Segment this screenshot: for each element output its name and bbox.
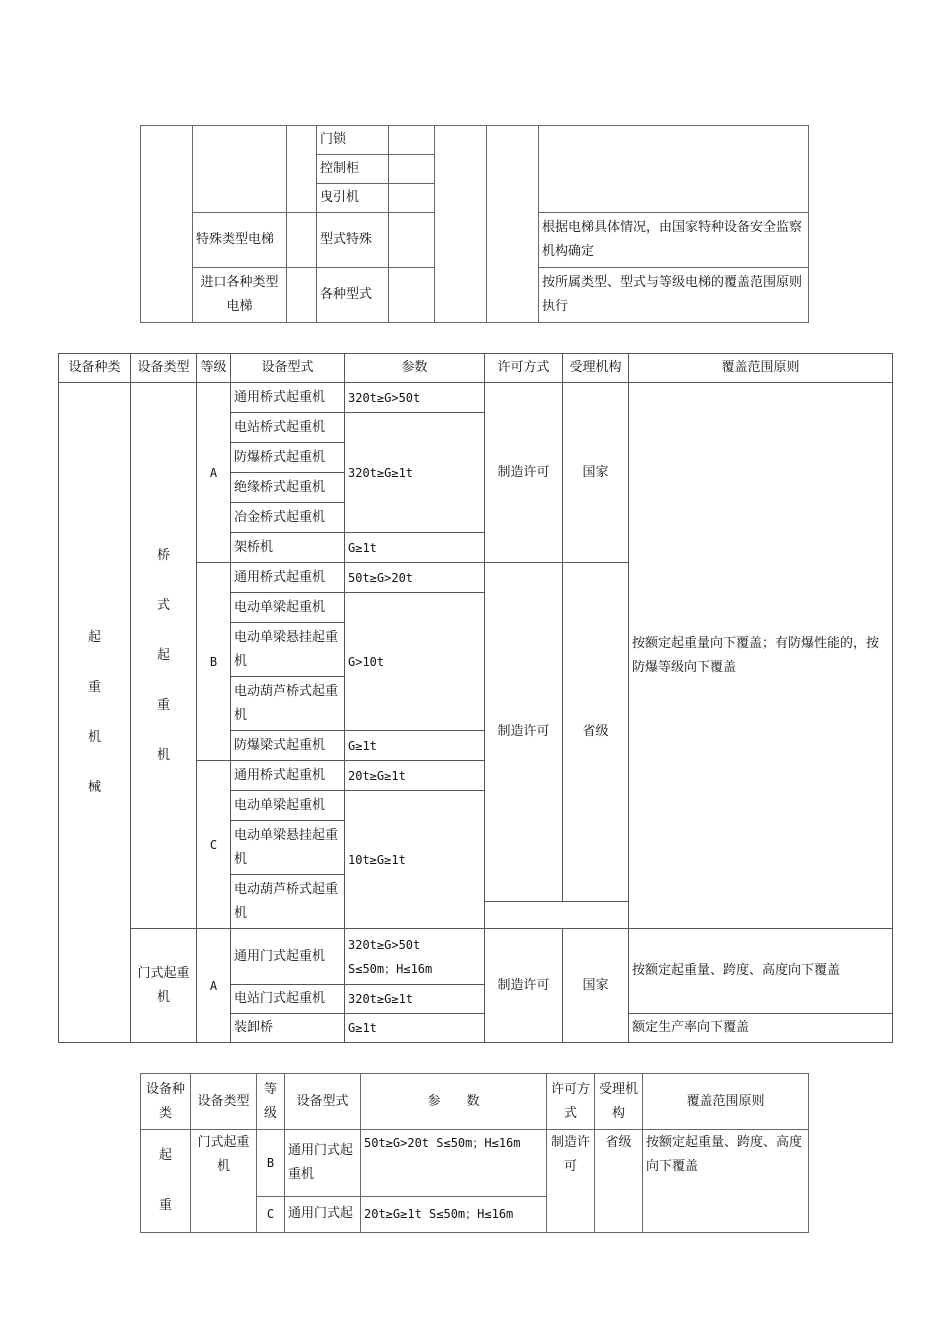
license-cell: 制造许可 — [485, 929, 563, 1043]
grade-a-cell: A — [197, 383, 231, 563]
scope-cell: 按所属类型、型式与等级电梯的覆盖范围原则执行 — [539, 268, 809, 323]
param-cell: 320t≥G>50t — [345, 383, 485, 413]
type-char: 重 — [156, 697, 170, 713]
grade-c-cell: C — [197, 761, 231, 929]
param-line: 320t≥G>50t — [348, 937, 421, 952]
model-cell: 通用桥式起重机 — [231, 383, 345, 413]
param-cell: 320t≥G≥1t — [345, 985, 485, 1014]
model-cell: 电站门式起重机 — [231, 985, 345, 1014]
param-cell: 10t≥G≥1t — [345, 791, 485, 929]
type-cell: 进口各种类型电梯 — [193, 268, 287, 323]
header-scope: 覆盖范围原则 — [643, 1074, 809, 1130]
header-category: 设备种类 — [59, 354, 131, 383]
model-cell: 通用桥式起重机 — [231, 761, 345, 791]
model-cell: 通用桥式起重机 — [231, 563, 345, 593]
category-char: 械 — [87, 779, 101, 795]
model-cell: 电动单梁起重机 — [231, 593, 345, 623]
model-cell: 架桥机 — [231, 533, 345, 563]
agency-cell: 国家 — [563, 929, 629, 1043]
model-cell: 门锁 — [317, 126, 389, 155]
header-scope: 覆盖范围原则 — [629, 354, 893, 383]
category-cell — [59, 383, 131, 1043]
header-agency: 受理机构 — [563, 354, 629, 383]
param-cell — [345, 929, 485, 985]
category-char: 重 — [158, 1198, 172, 1213]
model-cell: 防爆桥式起重机 — [231, 443, 345, 473]
model-cell: 型式特殊 — [317, 213, 389, 268]
category-char: 起 — [87, 629, 101, 645]
param-cell-empty — [389, 184, 435, 213]
type-cell: 特殊类型电梯 — [193, 213, 287, 268]
scope-cell: 按额定起重量、跨度、高度向下覆盖 — [643, 1130, 809, 1233]
grade-b-cell: B — [197, 563, 231, 761]
param-cell-empty — [389, 155, 435, 184]
agency-cell: 省级 — [563, 563, 629, 902]
model-cell: 控制柜 — [317, 155, 389, 184]
header-license: 许可方式 — [485, 354, 563, 383]
scope-cell: 按额定起重量、跨度、高度向下覆盖 — [629, 929, 893, 1014]
param-cell: 50t≥G>20t — [345, 563, 485, 593]
param-line: S≤50m；H≤16m — [348, 961, 433, 976]
param-cell: G>10t — [345, 593, 485, 731]
agency-cell-empty — [487, 126, 539, 323]
header-grade: 等级 — [197, 354, 231, 383]
elevator-table — [140, 125, 809, 323]
category-char: 重 — [87, 679, 101, 695]
param-cell: 20t≥G≥1t S≤50m；H≤16m — [361, 1196, 547, 1232]
model-cell: 电动单梁起重机 — [231, 791, 345, 821]
grade-cell-empty — [287, 126, 317, 213]
grade-b-cell: B — [257, 1130, 285, 1197]
model-cell: 通用门式起 — [285, 1196, 361, 1232]
header-type: 设备类型 — [191, 1074, 257, 1130]
param-cell: 20t≥G≥1t — [345, 761, 485, 791]
model-cell: 电动葫芦桥式起重机 — [231, 875, 345, 929]
category-char: 机 — [87, 729, 101, 745]
category-cell-empty — [141, 126, 193, 323]
model-cell: 电动单梁悬挂起重机 — [231, 623, 345, 677]
scope-cell: 额定生产率向下覆盖 — [629, 1014, 893, 1043]
header-category: 设备种类 — [141, 1074, 191, 1130]
gantry-grade-cell: A — [197, 929, 231, 1043]
type-char: 起 — [156, 647, 170, 663]
license-cell: 制造许可 — [547, 1130, 595, 1233]
gantry-type-cell: 门式起重机 — [131, 929, 197, 1043]
header-model: 设备型式 — [285, 1074, 361, 1130]
model-cell: 曳引机 — [317, 184, 389, 213]
param-cell: G≥1t — [345, 731, 485, 761]
model-cell: 装卸桥 — [231, 1014, 345, 1043]
header-license: 许可方式 — [547, 1074, 595, 1130]
model-cell: 电动葫芦桥式起重机 — [231, 677, 345, 731]
grade-cell-empty — [287, 268, 317, 323]
type-char: 桥 — [156, 547, 170, 563]
model-cell: 绝缘桥式起重机 — [231, 473, 345, 503]
model-cell: 电动单梁悬挂起重机 — [231, 821, 345, 875]
param-cell: 320t≥G≥1t — [345, 413, 485, 533]
header-param: 参 数 — [361, 1074, 547, 1130]
license-cell: 制造许可 — [485, 383, 563, 563]
header-type: 设备类型 — [131, 354, 197, 383]
model-cell: 电站桥式起重机 — [231, 413, 345, 443]
header-param: 参数 — [345, 354, 485, 383]
param-cell-empty — [389, 213, 435, 268]
type-cell: 门式起重机 — [191, 1130, 257, 1233]
model-cell: 防爆梁式起重机 — [231, 731, 345, 761]
model-cell: 各种型式 — [317, 268, 389, 323]
category-cell — [141, 1130, 191, 1233]
param-cell-empty — [389, 126, 435, 155]
param-cell: G≥1t — [345, 1014, 485, 1043]
header-agency: 受理机构 — [595, 1074, 643, 1130]
type-cell-empty — [193, 126, 287, 213]
agency-cell: 省级 — [595, 1130, 643, 1233]
model-cell: 冶金桥式起重机 — [231, 503, 345, 533]
param-cell: 50t≥G>20t S≤50m；H≤16m — [361, 1130, 547, 1197]
model-cell: 通用门式起重机 — [231, 929, 345, 985]
type-char: 式 — [156, 597, 170, 613]
header-model: 设备型式 — [231, 354, 345, 383]
crane-table — [58, 353, 893, 1043]
license-cell: 制造许可 — [485, 563, 563, 902]
category-char: 起 — [158, 1148, 172, 1163]
bridge-type-cell — [131, 383, 197, 929]
param-cell-empty — [389, 268, 435, 323]
param-cell: G≥1t — [345, 533, 485, 563]
model-cell: 通用门式起重机 — [285, 1130, 361, 1197]
grade-cell-empty — [287, 213, 317, 268]
scope-cell-empty — [539, 126, 809, 213]
license-cell-empty — [435, 126, 487, 323]
header-grade: 等级 — [257, 1074, 285, 1130]
type-char: 机 — [156, 747, 170, 763]
scope-cell: 根据电梯具体情况，由国家特种设备安全监察机构确定 — [539, 213, 809, 268]
scope-cell: 按额定起重量向下覆盖；有防爆性能的，按防爆等级向下覆盖 — [629, 383, 893, 929]
agency-cell: 国家 — [563, 383, 629, 563]
gantry-table — [140, 1073, 809, 1233]
grade-c-cell: C — [257, 1196, 285, 1232]
